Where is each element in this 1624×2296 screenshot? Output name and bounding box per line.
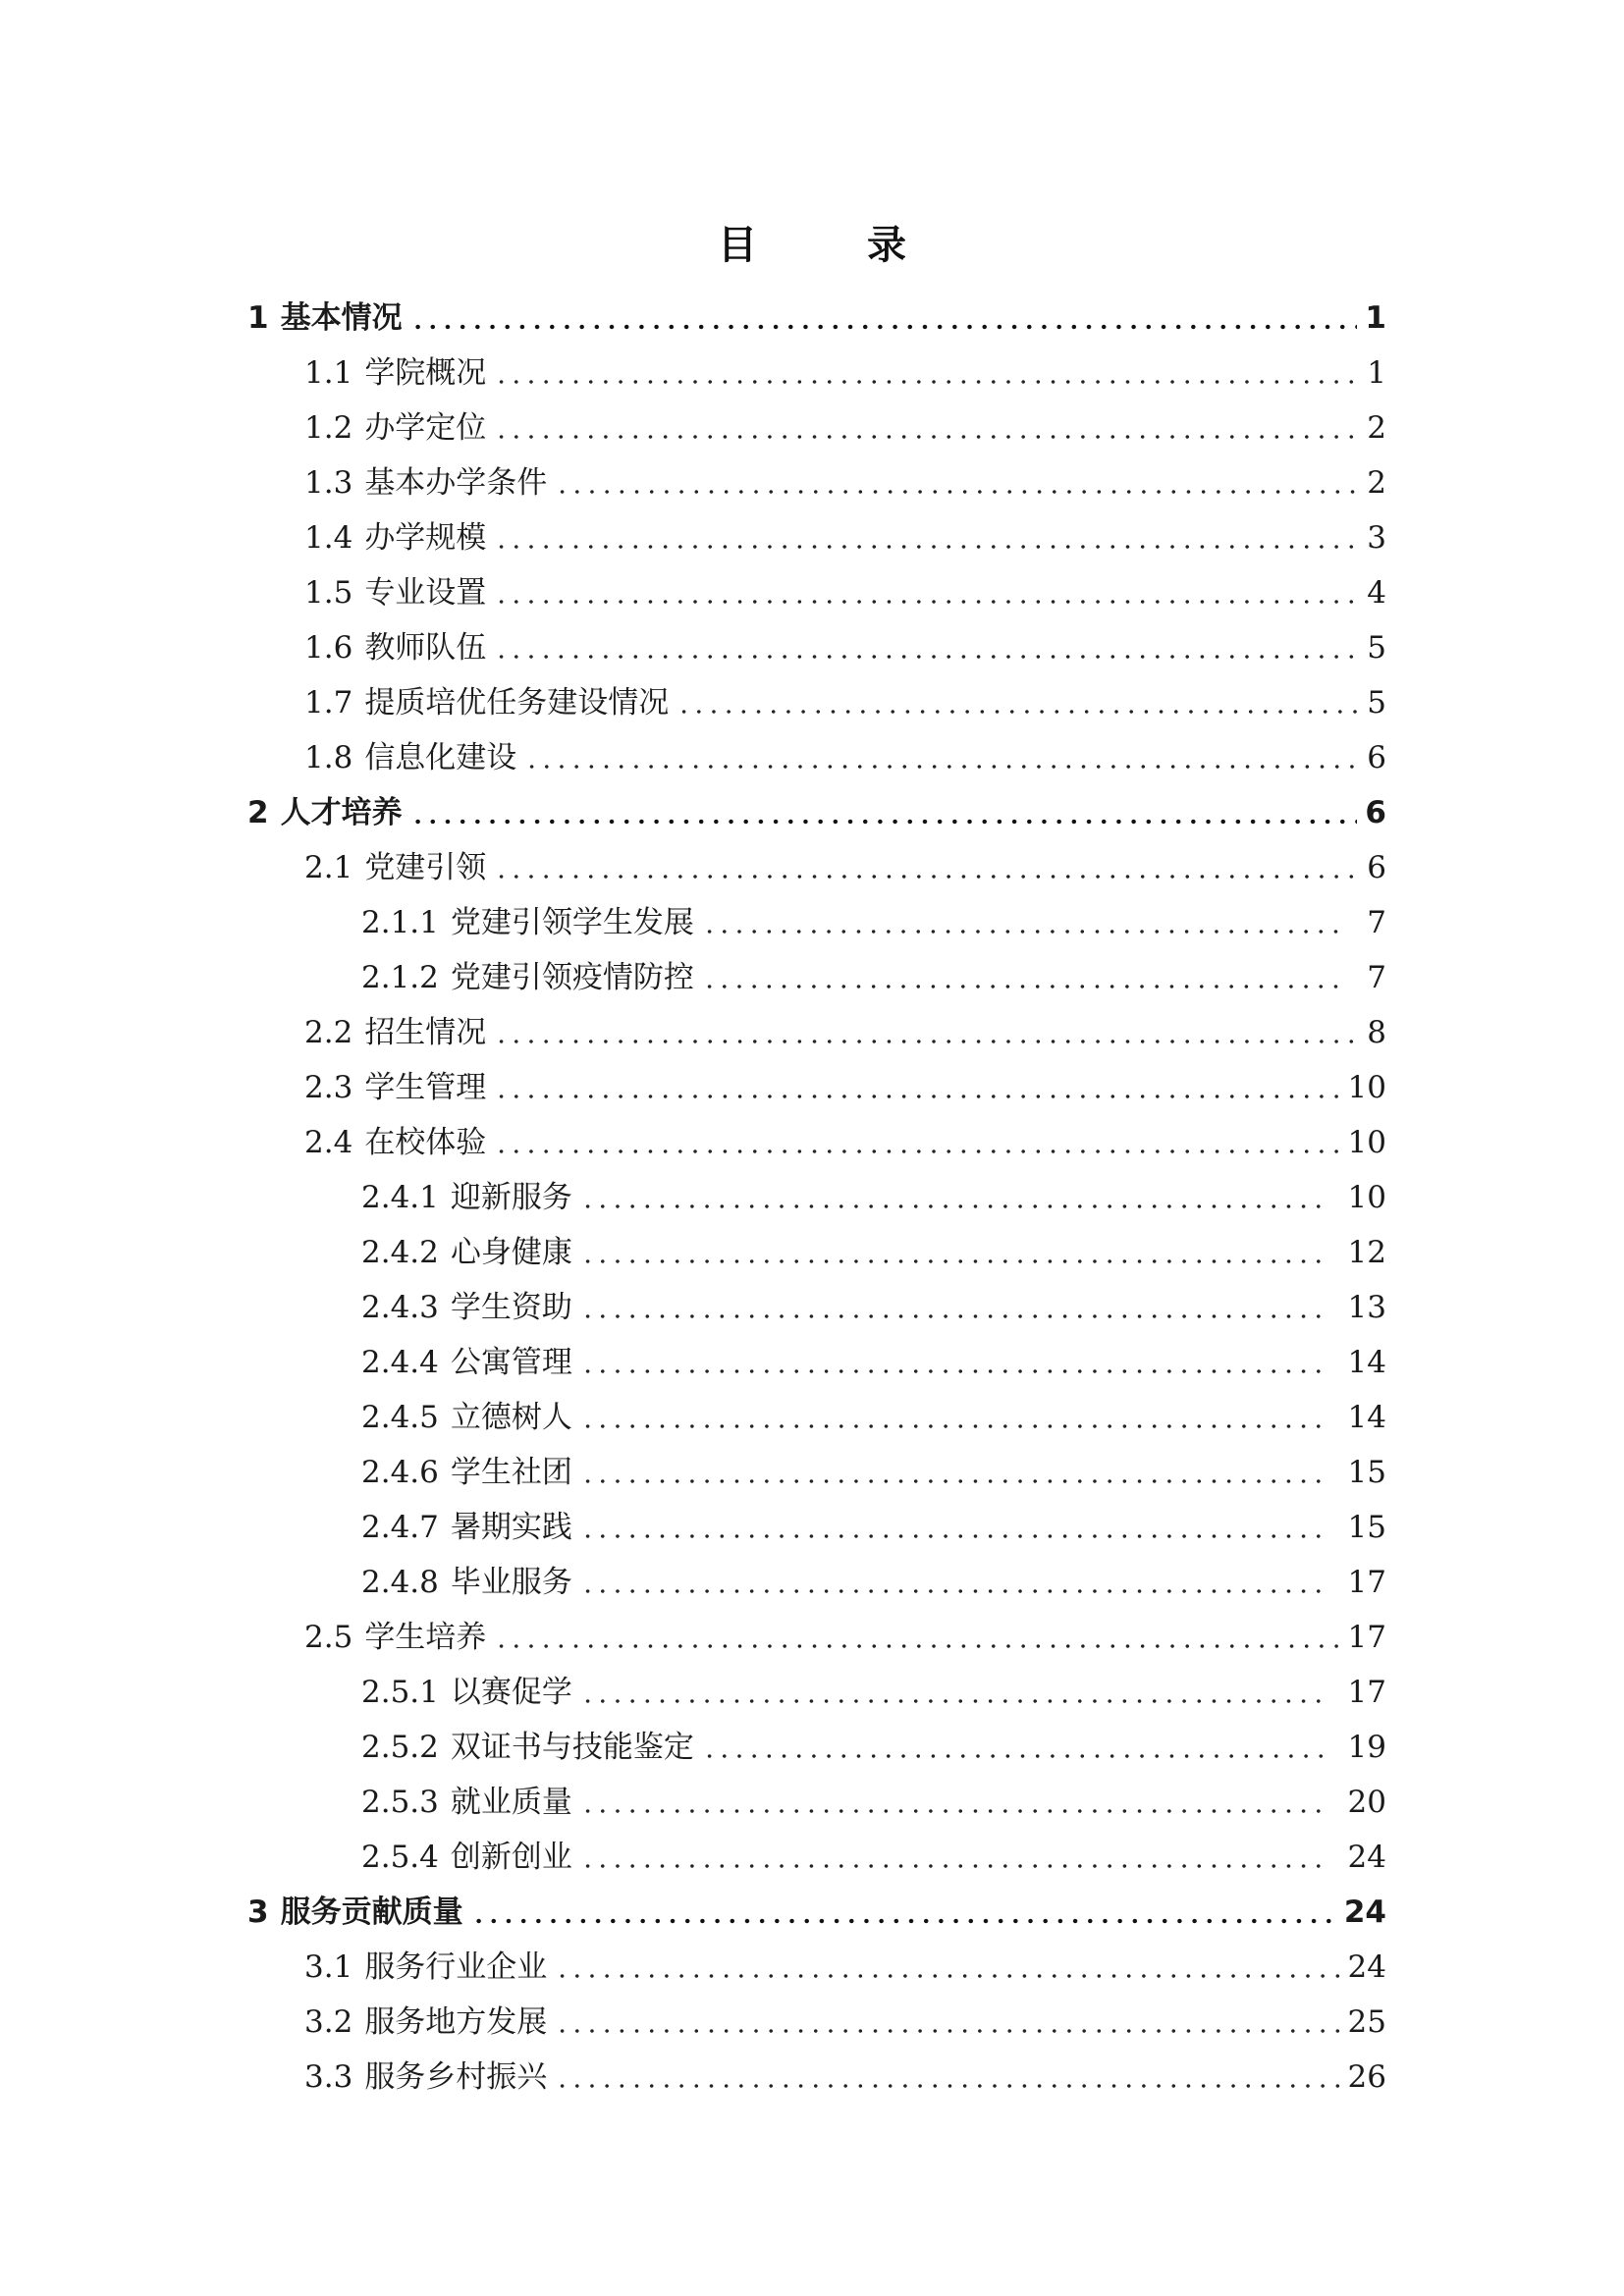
toc-list — [247, 291, 1386, 2105]
toc-entry-level-2[interactable] — [247, 1940, 1386, 1995]
toc-entry-number: 3.3 — [304, 2059, 353, 2095]
toc-entry-page-number: 6 — [1367, 850, 1386, 885]
toc-entry-level-2[interactable] — [247, 1610, 1386, 1665]
toc-entry-number: 1 — [247, 300, 269, 336]
toc-entry-level-3[interactable] — [247, 1225, 1386, 1280]
toc-entry-page-number: 7 — [1367, 905, 1386, 940]
toc-entry-page-number: 5 — [1367, 630, 1386, 666]
dot-leader — [494, 1148, 1339, 1154]
dot-leader — [494, 379, 1359, 385]
dot-leader — [494, 1039, 1359, 1044]
toc-entry-title: 基本情况 — [280, 300, 403, 336]
toc-entry-title: 学生培养 — [364, 1620, 487, 1655]
toc-entry-page-number: 19 — [1347, 1730, 1386, 1765]
dot-leader — [494, 1643, 1339, 1649]
toc-entry-level-2[interactable] — [247, 1005, 1386, 1060]
toc-entry-level-3[interactable] — [247, 1555, 1386, 1610]
toc-entry-title: 立德树人 — [450, 1400, 572, 1435]
toc-entry-number: 1.5 — [304, 575, 353, 611]
dot-leader — [494, 1094, 1339, 1099]
toc-entry-number: 1.2 — [304, 410, 353, 446]
toc-entry-page-number: 20 — [1347, 1785, 1386, 1820]
toc-entry-level-3[interactable] — [247, 1720, 1386, 1775]
toc-entry-level-3[interactable] — [247, 1170, 1386, 1225]
toc-entry-number: 2.2 — [304, 1015, 353, 1050]
toc-entry-level-1[interactable] — [247, 291, 1386, 346]
dot-leader — [555, 2028, 1339, 2034]
dot-leader — [580, 1313, 1326, 1319]
toc-entry-title: 服务地方发展 — [364, 2004, 548, 2040]
toc-entry-title: 迎新服务 — [450, 1180, 572, 1215]
toc-entry-page-number: 2 — [1367, 410, 1386, 446]
toc-entry-page-number: 24 — [1347, 1949, 1386, 1985]
toc-entry-page-number: 15 — [1347, 1455, 1386, 1490]
toc-entry-level-2[interactable] — [247, 730, 1386, 785]
toc-entry-title: 学生社团 — [450, 1455, 572, 1490]
toc-entry-title: 创新创业 — [450, 1840, 572, 1875]
toc-entry-title: 毕业服务 — [450, 1565, 572, 1600]
toc-entry-page-number: 3 — [1367, 520, 1386, 556]
dot-leader — [580, 1698, 1326, 1704]
toc-entry-title: 办学定位 — [364, 410, 487, 446]
toc-entry-number: 2.1 — [304, 850, 353, 885]
toc-entry-number: 2.5.4 — [361, 1840, 439, 1875]
toc-entry-number: 2.4.6 — [361, 1455, 439, 1490]
dot-leader — [702, 984, 1345, 989]
toc-entry-level-3[interactable] — [247, 1775, 1386, 1830]
toc-entry-page-number: 1 — [1365, 300, 1386, 336]
toc-entry-title: 基本办学条件 — [364, 465, 548, 501]
toc-entry-title: 心身健康 — [450, 1235, 572, 1270]
toc-entry-level-2[interactable] — [247, 1115, 1386, 1170]
toc-entry-level-3[interactable] — [247, 1500, 1386, 1555]
dot-leader — [471, 1918, 1336, 1924]
dot-leader — [580, 1368, 1326, 1374]
toc-entry-number: 3.1 — [304, 1949, 353, 1985]
toc-entry-title: 学生管理 — [364, 1070, 487, 1105]
dot-leader — [555, 489, 1359, 495]
toc-entry-title: 服务乡村振兴 — [364, 2059, 548, 2095]
toc-entry-level-2[interactable] — [247, 510, 1386, 565]
toc-entry-number: 2.1.2 — [361, 960, 439, 995]
dot-leader — [494, 654, 1359, 660]
toc-entry-page-number: 17 — [1347, 1620, 1386, 1655]
toc-entry-title: 在校体验 — [364, 1125, 487, 1160]
toc-entry-number: 2.3 — [304, 1070, 353, 1105]
toc-entry-number: 2.1.1 — [361, 905, 439, 940]
dot-leader — [702, 1753, 1326, 1759]
toc-entry-level-2[interactable] — [247, 346, 1386, 400]
toc-entry-title: 招生情况 — [364, 1015, 487, 1050]
toc-entry-title: 双证书与技能鉴定 — [450, 1730, 694, 1765]
toc-entry-title: 学院概况 — [364, 355, 487, 391]
toc-entry-page-number: 13 — [1347, 1290, 1386, 1325]
toc-entry-title: 办学规模 — [364, 520, 487, 556]
toc-entry-page-number: 1 — [1367, 355, 1386, 391]
toc-entry-level-3[interactable] — [247, 1335, 1386, 1390]
toc-entry-level-2[interactable] — [247, 1995, 1386, 2050]
toc-entry-title: 专业设置 — [364, 575, 487, 611]
toc-entry-page-number: 6 — [1365, 795, 1386, 830]
toc-entry-number: 1.8 — [304, 740, 353, 775]
toc-entry-level-1[interactable] — [247, 1885, 1386, 1940]
toc-entry-page-number: 26 — [1347, 2059, 1386, 2095]
toc-entry-number: 2.4.7 — [361, 1510, 439, 1545]
toc-entry-page-number: 4 — [1367, 575, 1386, 611]
dot-leader — [524, 764, 1359, 770]
toc-entry-number: 1.7 — [304, 685, 353, 721]
toc-entry-level-2[interactable] — [247, 2050, 1386, 2105]
toc-entry-number: 2.5.1 — [361, 1675, 439, 1710]
toc-entry-number: 2.5.3 — [361, 1785, 439, 1820]
toc-entry-title: 信息化建设 — [364, 740, 517, 775]
dot-leader — [410, 819, 1358, 825]
dot-leader — [580, 1478, 1326, 1484]
toc-entry-page-number: 25 — [1347, 2004, 1386, 2040]
toc-entry-title: 党建引领疫情防控 — [450, 960, 694, 995]
toc-entry-page-number: 12 — [1347, 1235, 1386, 1270]
toc-entry-level-3[interactable] — [247, 1390, 1386, 1445]
toc-entry-number: 1.4 — [304, 520, 353, 556]
toc-entry-title: 教师队伍 — [364, 630, 487, 666]
toc-entry-level-2[interactable] — [247, 455, 1386, 510]
toc-entry-number: 1.1 — [304, 355, 353, 391]
toc-entry-number: 2 — [247, 795, 269, 830]
toc-entry-page-number: 15 — [1347, 1510, 1386, 1545]
toc-entry-number: 2.4 — [304, 1125, 353, 1160]
dot-leader — [494, 544, 1359, 550]
toc-entry-page-number: 8 — [1367, 1015, 1386, 1050]
toc-entry-page-number: 10 — [1347, 1070, 1386, 1105]
toc-entry-title: 服务行业企业 — [364, 1949, 548, 1985]
toc-entry-level-3[interactable] — [247, 1665, 1386, 1720]
toc-entry-page-number: 17 — [1347, 1565, 1386, 1600]
dot-leader — [580, 1588, 1326, 1594]
toc-entry-title: 人才培养 — [280, 795, 403, 830]
toc-entry-title: 提质培优任务建设情况 — [364, 685, 670, 721]
toc-entry-number: 1.3 — [304, 465, 353, 501]
toc-entry-level-2[interactable] — [247, 565, 1386, 620]
dot-leader — [555, 2083, 1339, 2089]
toc-entry-level-3[interactable] — [247, 895, 1386, 950]
toc-entry-page-number: 24 — [1347, 1840, 1386, 1875]
dot-leader — [580, 1423, 1326, 1429]
toc-entry-title: 党建引领学生发展 — [450, 905, 694, 940]
toc-entry-page-number: 10 — [1347, 1125, 1386, 1160]
toc-entry-number: 2.4.8 — [361, 1565, 439, 1600]
toc-entry-number: 2.4.5 — [361, 1400, 439, 1435]
dot-leader — [494, 434, 1359, 440]
toc-entry-level-2[interactable] — [247, 400, 1386, 455]
toc-entry-level-3[interactable] — [247, 1280, 1386, 1335]
toc-entry-level-3[interactable] — [247, 1445, 1386, 1500]
toc-entry-page-number: 10 — [1347, 1180, 1386, 1215]
toc-entry-title: 以赛促学 — [450, 1675, 572, 1710]
toc-entry-number: 2.4.4 — [361, 1345, 439, 1380]
dot-leader — [580, 1863, 1326, 1869]
toc-entry-level-2[interactable] — [247, 1060, 1386, 1115]
dot-leader — [580, 1203, 1326, 1209]
dot-leader — [580, 1533, 1326, 1539]
toc-title: 目 录 — [718, 223, 942, 268]
toc-entry-level-3[interactable] — [247, 1830, 1386, 1885]
toc-entry-number: 3.2 — [304, 2004, 353, 2040]
dot-leader — [494, 599, 1359, 605]
toc-entry-number: 2.4.1 — [361, 1180, 439, 1215]
dot-leader — [677, 709, 1359, 715]
toc-entry-page-number: 17 — [1347, 1675, 1386, 1710]
toc-entry-page-number: 6 — [1367, 740, 1386, 775]
toc-entry-page-number: 5 — [1367, 685, 1386, 721]
toc-entry-title: 就业质量 — [450, 1785, 572, 1820]
toc-entry-page-number: 7 — [1367, 960, 1386, 995]
toc-entry-number: 2.5.2 — [361, 1730, 439, 1765]
toc-entry-number: 2.4.3 — [361, 1290, 439, 1325]
toc-entry-level-1[interactable] — [247, 785, 1386, 840]
toc-entry-page-number: 14 — [1347, 1400, 1386, 1435]
dot-leader — [555, 1973, 1339, 1979]
toc-entry-level-2[interactable] — [247, 840, 1386, 895]
toc-entry-number: 1.6 — [304, 630, 353, 666]
toc-entry-page-number: 24 — [1343, 1895, 1386, 1930]
toc-entry-page-number: 14 — [1347, 1345, 1386, 1380]
toc-entry-level-2[interactable] — [247, 675, 1386, 730]
dot-leader — [580, 1808, 1326, 1814]
toc-entry-number: 3 — [247, 1895, 269, 1930]
dot-leader — [410, 324, 1358, 330]
toc-entry-level-3[interactable] — [247, 950, 1386, 1005]
dot-leader — [580, 1258, 1326, 1264]
toc-entry-level-2[interactable] — [247, 620, 1386, 675]
dot-leader — [702, 929, 1345, 934]
toc-entry-title: 公寓管理 — [450, 1345, 572, 1380]
toc-entry-number: 2.4.2 — [361, 1235, 439, 1270]
toc-entry-page-number: 2 — [1367, 465, 1386, 501]
toc-entry-title: 党建引领 — [364, 850, 487, 885]
toc-entry-title: 服务贡献质量 — [280, 1895, 463, 1930]
toc-entry-number: 2.5 — [304, 1620, 353, 1655]
toc-entry-title: 暑期实践 — [450, 1510, 572, 1545]
toc-entry-title: 学生资助 — [450, 1290, 572, 1325]
dot-leader — [494, 874, 1359, 880]
